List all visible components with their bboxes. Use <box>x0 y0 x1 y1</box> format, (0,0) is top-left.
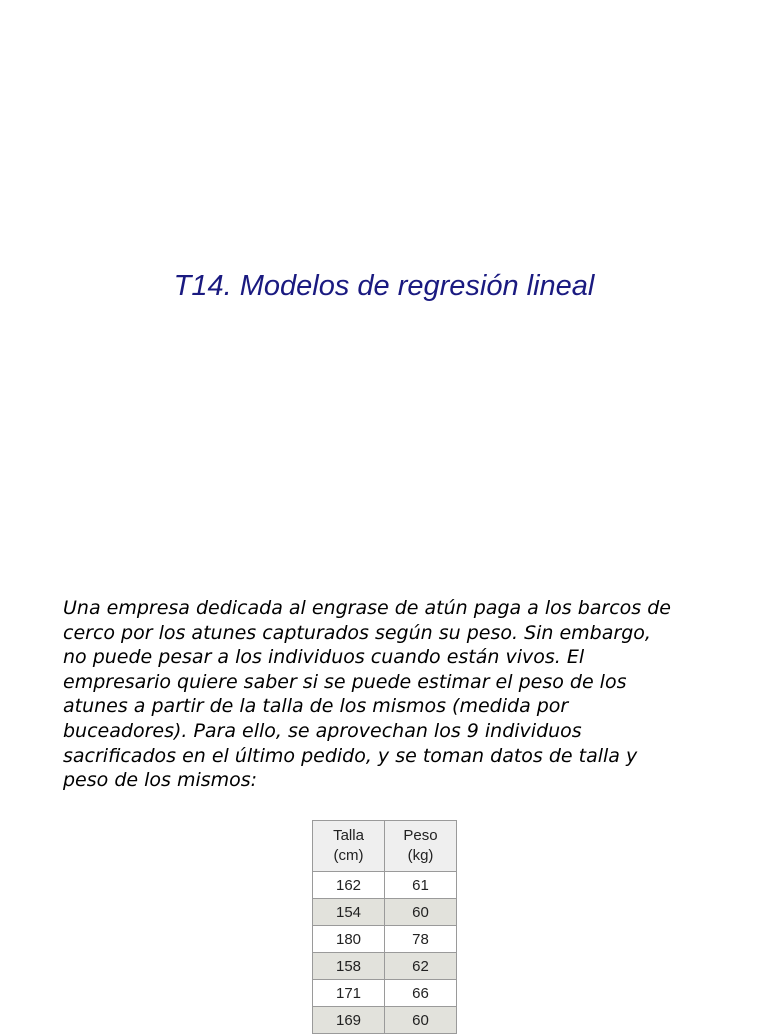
column-header-unit: (cm) <box>333 847 364 864</box>
problem-line: atunes a partir de la talla de los mismos (medida por <box>63 695 569 718</box>
problem-statement <box>63 596 723 793</box>
column-header-name: Peso <box>403 827 438 844</box>
cell-talla: 158 <box>313 953 385 980</box>
cell-talla: 154 <box>313 899 385 926</box>
column-header-peso <box>385 821 457 872</box>
column-header-unit: (kg) <box>407 847 434 864</box>
cell-peso: 60 <box>385 1007 457 1034</box>
cell-talla: 169 <box>313 1007 385 1034</box>
problem-line: Una empresa dedicada al engrase de atún paga a los barcos de <box>63 597 671 619</box>
table-row <box>313 953 457 980</box>
table-row <box>313 872 457 899</box>
table-row <box>313 899 457 926</box>
table-row <box>313 980 457 1007</box>
problem-line: no puede pesar a los individuos cuando están vivos. El <box>63 646 585 669</box>
table-row <box>313 1007 457 1034</box>
problem-line: sacrificados en el último pedido, y se toman datos de talla y <box>63 744 638 767</box>
cell-peso: 61 <box>385 872 457 899</box>
cell-talla: 162 <box>313 872 385 899</box>
data-table <box>312 820 457 1034</box>
cell-talla: 180 <box>313 926 385 953</box>
cell-talla: 171 <box>313 980 385 1007</box>
table-row <box>313 926 457 953</box>
cell-peso: 66 <box>385 980 457 1007</box>
problem-line: peso de los mismos: <box>63 769 258 792</box>
cell-peso: 62 <box>385 953 457 980</box>
problem-line: buceadores). Para ello, se aprovechan los 9 individuos <box>63 719 582 742</box>
cell-peso: 60 <box>385 899 457 926</box>
column-header-name: Talla <box>333 827 364 844</box>
column-header-talla <box>313 821 385 872</box>
problem-line: cerco por los atunes capturados según su peso. Sin embargo, <box>63 621 651 644</box>
problem-line: empresario quiere saber si se puede estimar el peso de los <box>63 670 627 693</box>
slide-title: T14. Modelos de regresión lineal <box>173 270 595 302</box>
cell-peso: 78 <box>385 926 457 953</box>
table-header-row <box>313 821 457 872</box>
